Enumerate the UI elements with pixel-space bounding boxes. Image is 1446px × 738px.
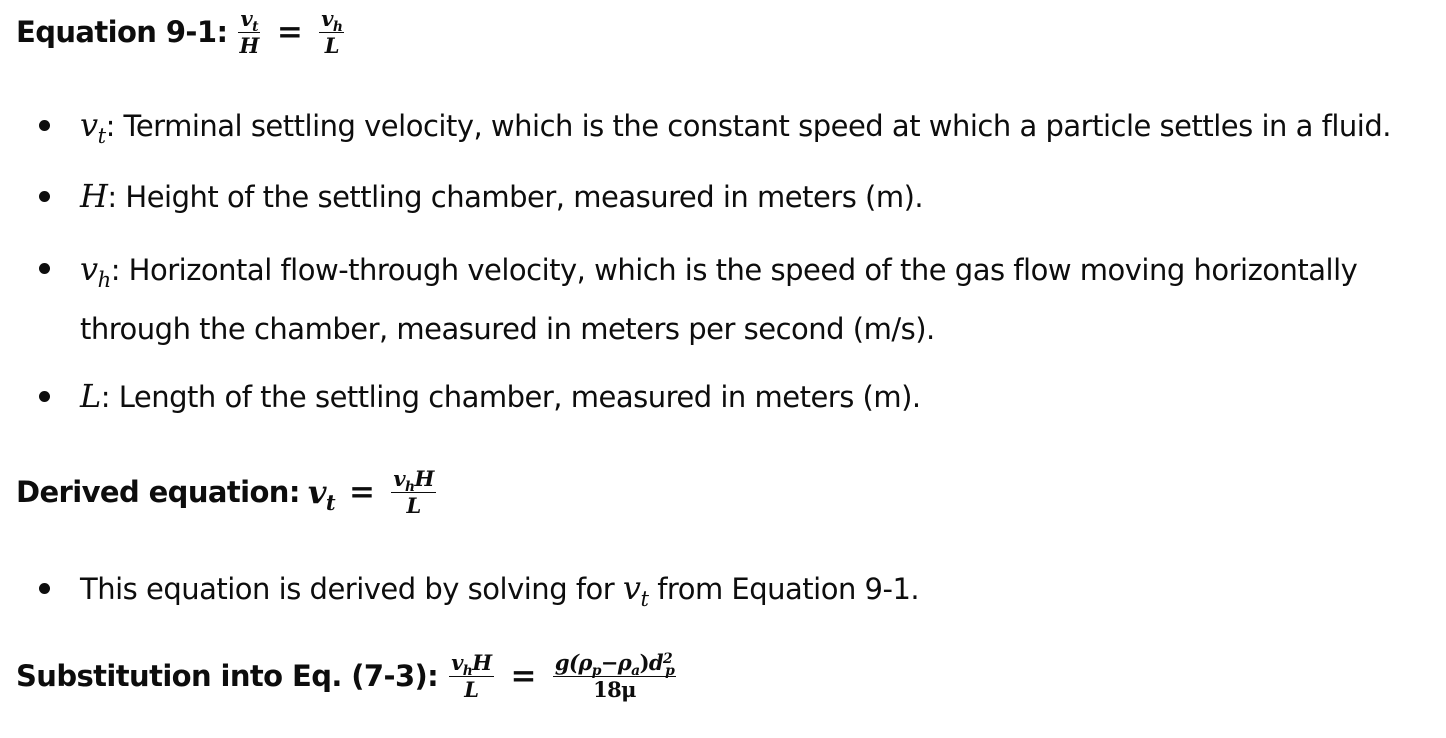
- bullet-dot: [39, 583, 50, 594]
- bullet-dot: [39, 263, 50, 274]
- definition-item-h: H: Height of the settling chamber, measured in meters (m).: [80, 177, 924, 215]
- bullet-dot: [39, 391, 50, 402]
- derived-lhs: $v_t$: [307, 472, 335, 516]
- definition-item-l: L: Length of the settling chamber, measured in meters (m).: [80, 377, 921, 415]
- equation-9-1-heading: [16, 8, 347, 56]
- substitution-heading: Substitution into Eq. (7-3): $\frac{v_hH}{L}$ = $\frac{g(\rho_p-\rho_a)d^2_p}{18\mu}$: [16, 650, 675, 702]
- substitution-rhs-fraction: $\frac{g(\rho_p-\rho_a)d^2_p}{18\mu}$: [554, 650, 675, 702]
- substitution-lhs-fraction: $\frac{v_hH}{L}$: [451, 650, 492, 702]
- equation-9-1-label: Equation 9-1:: [16, 14, 228, 49]
- definition-item-vh: $v_h$: Horizontal flow-through velocity, which is the speed of the gas flow moving horizontally through the chamber, measured in meters per second (m/s).: [80, 250, 1358, 346]
- derived-equation-heading: Derived equation: $v_t$ = $\frac{v_hH}{L}$: [16, 466, 434, 518]
- substitution-label: Substitution into Eq. (7-3):: [16, 658, 439, 693]
- equation-9-1-rhs-fraction: $\frac{v_h}{L}$: [321, 6, 343, 58]
- equals-sign: =: [276, 13, 303, 50]
- equation-9-1-lhs-fraction: $\frac{v_t}{H}$: [239, 6, 259, 58]
- derived-note-item: This equation is derived by solving for $v_t$ from Equation 9-1.: [80, 569, 920, 612]
- derived-fraction: $\frac{v_hH}{L}$: [393, 466, 434, 518]
- definition-item-vt: $v_t$: Terminal settling velocity, which is the constant speed at which a particle settles in a fluid.: [80, 106, 1391, 149]
- derived-equation-label: Derived equation:: [16, 474, 300, 509]
- bullet-dot: [39, 191, 50, 202]
- bullet-dot: [39, 120, 50, 131]
